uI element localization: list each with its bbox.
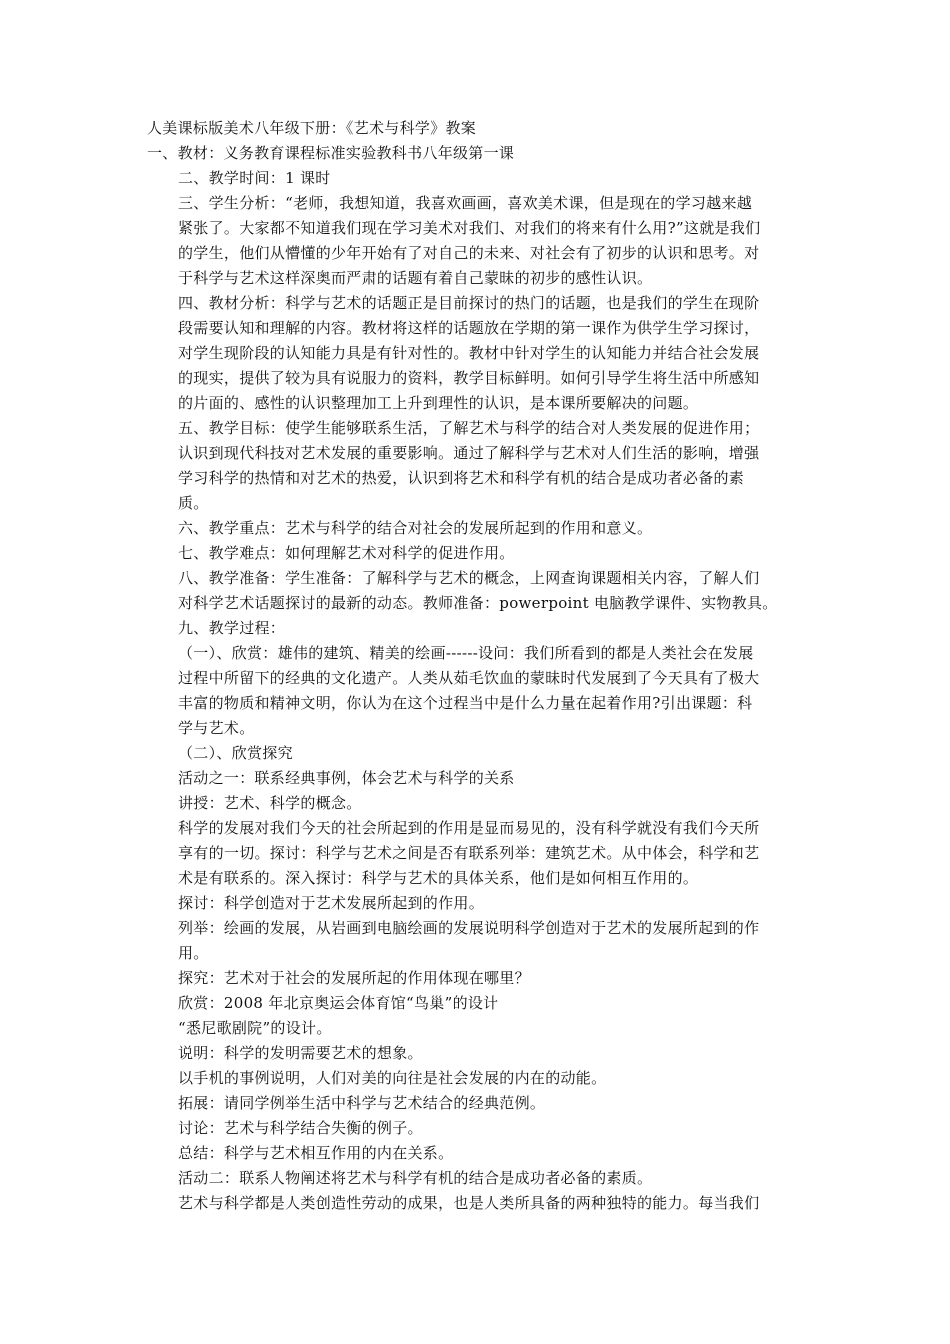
paragraph-line: 讨论：艺术与科学结合失衡的例子。 bbox=[178, 1119, 423, 1137]
paragraph-line: 四、教材分析：科学与艺术的话题正是目前探讨的热门的话题，也是我们的学生在现阶 bbox=[178, 294, 760, 312]
paragraph-line: （二）、欣赏探究 bbox=[178, 744, 293, 762]
paragraph-line: 六、教学重点：艺术与科学的结合对社会的发展所起到的作用和意义。 bbox=[178, 519, 653, 537]
document-title: 人美课标版美术八年级下册：《艺术与科学》教案 bbox=[147, 119, 477, 137]
paragraph-line: 说明：科学的发明需要艺术的想象。 bbox=[178, 1044, 423, 1062]
paragraph-line: 于科学与艺术这样深奥而严肃的话题有着自己蒙昧的初步的感性认识。 bbox=[178, 269, 653, 287]
paragraph-line: 探讨：科学创造对于艺术发展所起到的作用。 bbox=[178, 894, 485, 912]
paragraph-line: 段需要认知和理解的内容。教材将这样的话题放在学期的第一课作为供学生学习探讨， bbox=[178, 319, 760, 337]
paragraph-line: 丰富的物质和精神文明，你认为在这个过程当中是什么力量在起着作用?引出课题：科 bbox=[178, 694, 753, 712]
paragraph-line: 对科学艺术话题探讨的最新的动态。教师准备：powerpoint 电脑教学课件、实物教具。 bbox=[178, 594, 778, 612]
paragraph-line: 八、教学准备：学生准备：了解科学与艺术的概念，上网查询课题相关内容，了解人们 bbox=[178, 569, 760, 587]
paragraph-line: 享有的一切。探讨：科学与艺术之间是否有联系列举：建筑艺术。从中体会，科学和艺 bbox=[178, 844, 760, 862]
paragraph-line: 科学的发展对我们今天的社会所起到的作用是显而易见的，没有科学就没有我们今天所 bbox=[178, 819, 760, 837]
paragraph-line: 紧张了。大家都不知道我们现在学习美术对我们、对我们的将来有什么用?”这就是我们 bbox=[178, 219, 761, 237]
paragraph-line: 讲授：艺术、科学的概念。 bbox=[178, 794, 362, 812]
paragraph-line: 艺术与科学都是人类创造性劳动的成果，也是人类所具备的两种独特的能力。每当我们 bbox=[178, 1194, 760, 1212]
paragraph-line: 学与艺术。 bbox=[178, 719, 255, 737]
paragraph-line: 用。 bbox=[178, 944, 209, 962]
paragraph-line: 活动二：联系人物阐述将艺术与科学有机的结合是成功者必备的素质。 bbox=[178, 1169, 653, 1187]
paragraph-line: 九、教学过程： bbox=[178, 619, 286, 637]
paragraph-line: 的学生，他们从懵懂的少年开始有了对自己的未来、对社会有了初步的认识和思考。对 bbox=[178, 244, 760, 262]
paragraph-line: 过程中所留下的经典的文化遗产。人类从茹毛饮血的蒙昧时代发展到了今天具有了极大 bbox=[178, 669, 760, 687]
paragraph-line: 认识到现代科技对艺术发展的重要影响。通过了解科学与艺术对人们生活的影响，增强 bbox=[178, 444, 760, 462]
paragraph-line: 学习科学的热情和对艺术的热爱，认识到将艺术和科学有机的结合是成功者必备的素 bbox=[178, 469, 745, 487]
paragraph-line: 探究：艺术对于社会的发展所起的作用体现在哪里？ bbox=[178, 969, 530, 987]
paragraph-line: 质。 bbox=[178, 494, 209, 512]
paragraph-line: （一）、欣赏：雄伟的建筑、精美的绘画------设问：我们所看到的都是人类社会在发展 bbox=[178, 644, 754, 662]
paragraph-line: 总结：科学与艺术相互作用的内在关系。 bbox=[178, 1144, 454, 1162]
paragraph-line: 的片面的、感性的认识整理加工上升到理性的认识，是本课所要解决的问题。 bbox=[178, 394, 699, 412]
paragraph-line: 五、教学目标：使学生能够联系生活，了解艺术与科学的结合对人类发展的促进作用； bbox=[178, 419, 760, 437]
paragraph-line: 二、教学时间：1 课时 bbox=[178, 169, 331, 187]
paragraph-line: 七、教学难点：如何理解艺术对科学的促进作用。 bbox=[178, 544, 515, 562]
paragraph-line: 欣赏：2008 年北京奥运会体育馆“鸟巢”的设计 bbox=[178, 994, 499, 1012]
paragraph-line: 的现实，提供了较为具有说服力的资料，教学目标鲜明。如何引导学生将生活中所感知 bbox=[178, 369, 760, 387]
paragraph-line: 以手机的事例说明，人们对美的向往是社会发展的内在的动能。 bbox=[178, 1069, 607, 1087]
paragraph-line: “悉尼歌剧院”的设计。 bbox=[178, 1019, 332, 1037]
paragraph-line: 术是有联系的。深入探讨：科学与艺术的具体关系，他们是如何相互作用的。 bbox=[178, 869, 699, 887]
paragraph-line: 活动之一：联系经典事例，体会艺术与科学的关系 bbox=[178, 769, 515, 787]
paragraph-line: 三、学生分析：“老师，我想知道，我喜欢画画，喜欢美术课，但是现在的学习越来越 bbox=[178, 194, 753, 212]
paragraph-line: 对学生现阶段的认知能力具是有针对性的。教材中针对学生的认知能力并结合社会发展 bbox=[178, 344, 760, 362]
section-materials: 一、教材：义务教育课程标准实验教科书八年级第一课 bbox=[147, 144, 515, 162]
paragraph-line: 列举：绘画的发展，从岩画到电脑绘画的发展说明科学创造对于艺术的发展所起到的作 bbox=[178, 919, 760, 937]
paragraph-line: 拓展：请同学例举生活中科学与艺术结合的经典范例。 bbox=[178, 1094, 546, 1112]
